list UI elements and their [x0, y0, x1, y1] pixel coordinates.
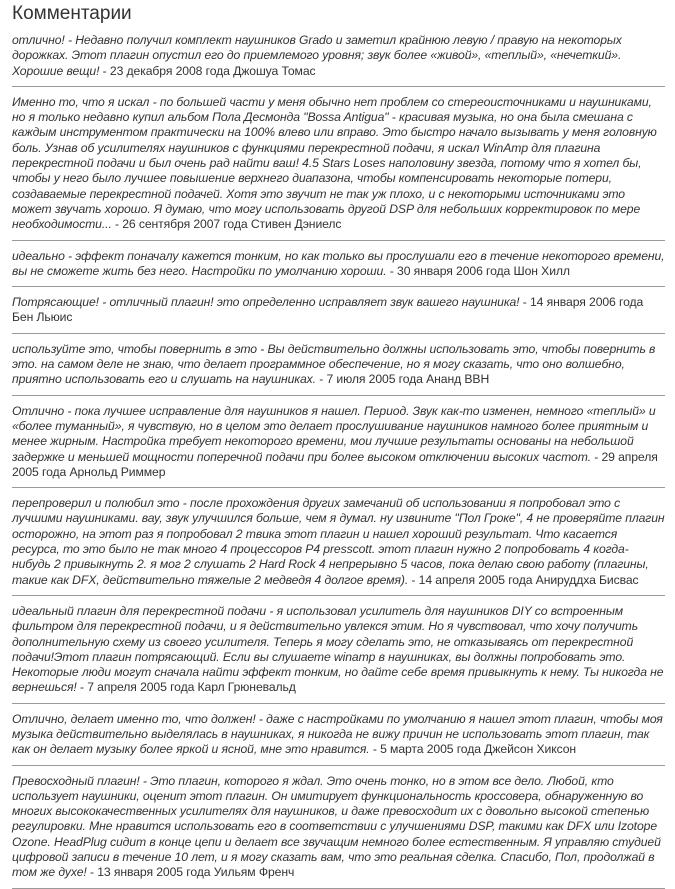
comment-meta: 7 июля 2005 года Ананд ВВН: [326, 372, 490, 387]
comment-meta: 13 января 2005 года Уильям Френч: [97, 865, 295, 880]
comment-item: идеально - эффект поначалу кажется тонким, но как только вы прослушали его в течение некоторого времени, вы не сможете жить без него. Настройки по умолчанию хороши. - 30 января 2006 года Шон Хилл: [12, 249, 665, 288]
comment-meta: 14 апреля 2005 года Анируддха Бисвас: [418, 572, 639, 587]
comment-text: идеальный плагин для перекрестной подачи - я использовал усилитель для наушников DIY со встроенным фильтром для перекрестной подачи, и я действительно увлекся этим. Но я чувствовал, что хочу получить дополнительную схему из своего усилителя. Теперь я могу сделать это, не отказываясь от перекрестной подачи!Этот плагин потрясающий. Если вы слушаете winamp в наушниках, вы должны попробовать это. Некоторые люди могут сначала найти эффект тонким, но дайте себе время привыкнуть к нему. Ты никогда не вернешься!: [12, 603, 664, 695]
comment-item: Превосходный плагин! - Это плагин, которого я ждал. Это очень тонко, но в этом все дело. Любой, кто использует наушники, оценит этот плагин. Он имитирует функциональность кроссовера, обнаруженную во многих высококачественных усилителях для наушников, и даже превосходит их с довольно высокой степенью регулировки. Мне нравится использовать его в соответствии с улучшениями DSP, такими как DFX или Izotope Ozone. HeadPlug сидит в конце цепи и делает все звучащим немного более естественным. Я управляю студией цифровой записи в течение 10 лет, и я могу сказать вам, что это реальная сделка. Спасибо, Пол, продолжай в том же духе! - 13 января 2005 года Уильям Френч: [12, 774, 665, 889]
comment-item: идеальный плагин для перекрестной подачи - я использовал усилитель для наушников DIY со встроенным фильтром для перекрестной подачи, и я действительно увлекся этим. Но я чувствовал, что хочу получить дополнительную схему из своего усилителя. Теперь я могу сделать это, не отказываясь от перекрестной подачи!Этот плагин потрясающий. Если вы слушаете winamp в наушниках, вы должны попробовать это. Некоторые люди могут сначала найти эффект тонким, но дайте себе время привыкнуть к нему. Ты никогда не вернешься! - 7 апреля 2005 года Карл Грюневальд: [12, 604, 665, 704]
comment-item: Отлично, делает именно то, что должен! - даже с настройками по умолчанию я нашел этот плагин, чтобы моя музыка действительно выделялась в наушниках, я никогда не вижу причин не использовать этот плагин, так как он делает музыку более яркой и ясной, мне это нравится. - 5 марта 2005 года Джейсон Хиксон: [12, 712, 665, 766]
comment-text: используйте это, чтобы повернить в это - Вы действительно должны использовать это, чтобы повернить в это. на самом деле не знаю, что делает программное обеспечение, но я могу сказать, что оно волшебно, приятно использовать его и слушать на наушниках.: [12, 341, 656, 387]
comment-text: Именно то, что я искал - по большей части у меня обычно нет проблем со стереоисточниками и наушниками, но я только недавно купил альбом Пола Десмонда "Bossa Antigua" - красивая музыка, но она была смешана с каждым инструментом практически на 100% влево или вправо. Это быстро начало вызывать у меня головную боль. Узнав об усилителях наушников с функциями перекрестной подачи, я искал WinAmp для плагина перекрестной подачи и был очень рад найти ваш! 4.5 Stars Loses наполовину звезда, потому что я хотел бы, чтобы у него было лучшее повышение верхнего диапазона, чтобы компенсировать некоторые потери, создаваемые перекрестной подачей. Хотя это звучит не так уж плохо, и с некоторыми источниками это может звучать хорошо. Я думаю, что могу использовать другой DSP для небольших корректировок по мере необходимости...: [12, 94, 657, 232]
comment-meta: 30 января 2006 года Шон Хилл: [397, 263, 570, 278]
comments-list: [12, 33, 665, 889]
comment-meta: 5 марта 2005 года Джейсон Хиксон: [380, 742, 577, 757]
comment-item: отлично! - Недавно получил комплект наушников Grado и заметил крайнюю левую / правую на некоторых дорожках. Этот плагин опустил его до приемлемого уровня; звук более «живой», «теплый», «нечеткий». Хорошие вещи! - 23 декабря 2008 года Джошуа Томас: [12, 33, 665, 87]
comment-item: Именно то, что я искал - по большей части у меня обычно нет проблем со стереоисточниками и наушниками, но я только недавно купил альбом Пола Десмонда "Bossa Antigua" - красивая музыка, но она была смешана с каждым инструментом практически на 100% влево или вправо. Это быстро начало вызывать у меня головную боль. Узнав об усилителях наушников с функциями перекрестной подачи, я искал WinAmp для плагина перекрестной подачи и был очень рад найти ваш! 4.5 Stars Loses наполовину звезда, потому что я хотел бы, чтобы у него было лучшее повышение верхнего диапазона, чтобы компенсировать некоторые потери, создаваемые перекрестной подачей. Хотя это звучит не так уж плохо, и с некоторыми источниками это может звучать хорошо. Я думаю, что могу использовать другой DSP для небольших корректировок по мере необходимости... - 26 сентября 2007 года Стивен Дэниелс: [12, 95, 665, 241]
comment-meta: 29 апреля 2005 года Арнольд Риммер: [12, 449, 658, 479]
comment-meta: 23 декабря 2008 года Джошуа Томас: [109, 63, 316, 78]
comment-meta: 7 апреля 2005 года Карл Грюневальд: [87, 680, 296, 695]
comment-text: Потрясающие! - отличный плагин! это определенно исправляет звук вашего наушника!: [12, 295, 520, 310]
comment-text: Отлично - пока лучшее исправление для наушников я нашел. Период. Звук как-то изменен, немного «теплый» и «более туманный», я чувствую, но в целом это делает прослушивание наушников намного более приятным и менее жирным. Настройка требует некоторого времени, мои лучшие результаты основаны на небольшой задержке и меньшей мощности поперечной подачи при более высоком отключении высоких частот.: [12, 403, 656, 464]
comment-text: идеально - эффект поначалу кажется тонким, но как только вы прослушали его в течение некоторого времени, вы не сможете жить без него. Настройки по умолчанию хороши.: [12, 248, 665, 278]
comment-item: Потрясающие! - отличный плагин! это определенно исправляет звук вашего наушника! - 14 января 2006 года Бен Льюис: [12, 295, 665, 334]
comment-text: отлично! - Недавно получил комплект наушников Grado и заметил крайнюю левую / правую на некоторых дорожках. Этот плагин опустил его до приемлемого уровня; звук более «живой», «теплый», «нечеткий». Хорошие вещи!: [12, 33, 622, 78]
comment-text: Превосходный плагин! - Это плагин, которого я ждал. Это очень тонко, но в этом все дело. Любой, кто использует наушники, оценит этот плагин. Он имитирует функциональность кроссовера, обнаруженную во многих высококачественных усилителях для наушников, и даже превосходит их с довольно высокой степенью регулировки. Мне нравится использовать его в соответствии с улучшениями DSP, такими как DFX или Izotope Ozone. HeadPlug сидит в конце цепи и делает все звучащим немного более естественным. Я управляю студией цифровой записи в течение 10 лет, и я могу сказать вам, что это реальная сделка. Спасибо, Пол, продолжай в том же духе!: [12, 773, 661, 880]
comments-heading: Комментарии: [12, 3, 132, 24]
comment-meta: 26 сентября 2007 года Стивен Дэниелс: [122, 217, 342, 232]
comment-item: Отлично - пока лучшее исправление для наушников я нашел. Период. Звук как-то изменен, немного «теплый» и «более туманный», я чувствую, но в целом это делает прослушивание наушников намного более приятным и менее жирным. Настройка требует некоторого времени, мои лучшие результаты основаны на небольшой задержке и меньшей мощности поперечной подачи при более высоком отключении высоких частот. - 29 апреля 2005 года Арнольд Риммер: [12, 404, 665, 488]
comment-item: используйте это, чтобы повернить в это - Вы действительно должны использовать это, чтобы повернить в это. на самом деле не знаю, что делает программное обеспечение, но я могу сказать, что оно волшебно, приятно использовать его и слушать на наушниках. - 7 июля 2005 года Ананд ВВН: [12, 342, 665, 396]
comment-text: перепроверил и полюбил это - после прохождения других замечаний об использовании я попробовал это с лучшими наушниками. вау, звук улучшился больше, чем я думал. ну извините "Пол Гроке", 4 не проверяйте плагин осторожно, на этот раз я попробовал 2 твика этот плагин и нашел хороший результат. Что касается ресурса, то это было не так много 4 процессоров P4 presscott. этот плагин нужно 2 попробовать 4 когда-нибудь 2 привыкнуть 2. я мог 2 слушать 2 Hard Rock 4 непрерывно 5 часов, пока делаю свою работу (плагины, такие как DFX, действительно тяжелые 2 медведя 4 долгое время).: [12, 496, 665, 587]
comment-item: перепроверил и полюбил это - после прохождения других замечаний об использовании я попробовал это с лучшими наушниками. вау, звук улучшился больше, чем я думал. ну извините "Пол Гроке", 4 не проверяйте плагин осторожно, на этот раз я попробовал 2 твика этот плагин и нашел хороший результат. Что касается ресурса, то это было не так много 4 процессоров P4 presscott. этот плагин нужно 2 попробовать 4 когда-нибудь 2 привыкнуть 2. я мог 2 слушать 2 Hard Rock 4 непрерывно 5 часов, пока делаю свою работу (плагины, такие как DFX, действительно тяжелые 2 медведя 4 долгое время). - 14 апреля 2005 года Анируддха Бисвас: [12, 496, 665, 596]
comment-meta: 14 января 2006 года Бен Льюис: [12, 295, 644, 325]
comment-text: Отлично, делает именно то, что должен! - даже с настройками по умолчанию я нашел этот плагин, чтобы моя музыка действительно выделялась в наушниках, я никогда не вижу причин не использовать этот плагин, так как он делает музыку более яркой и ясной, мне это нравится.: [12, 711, 663, 757]
